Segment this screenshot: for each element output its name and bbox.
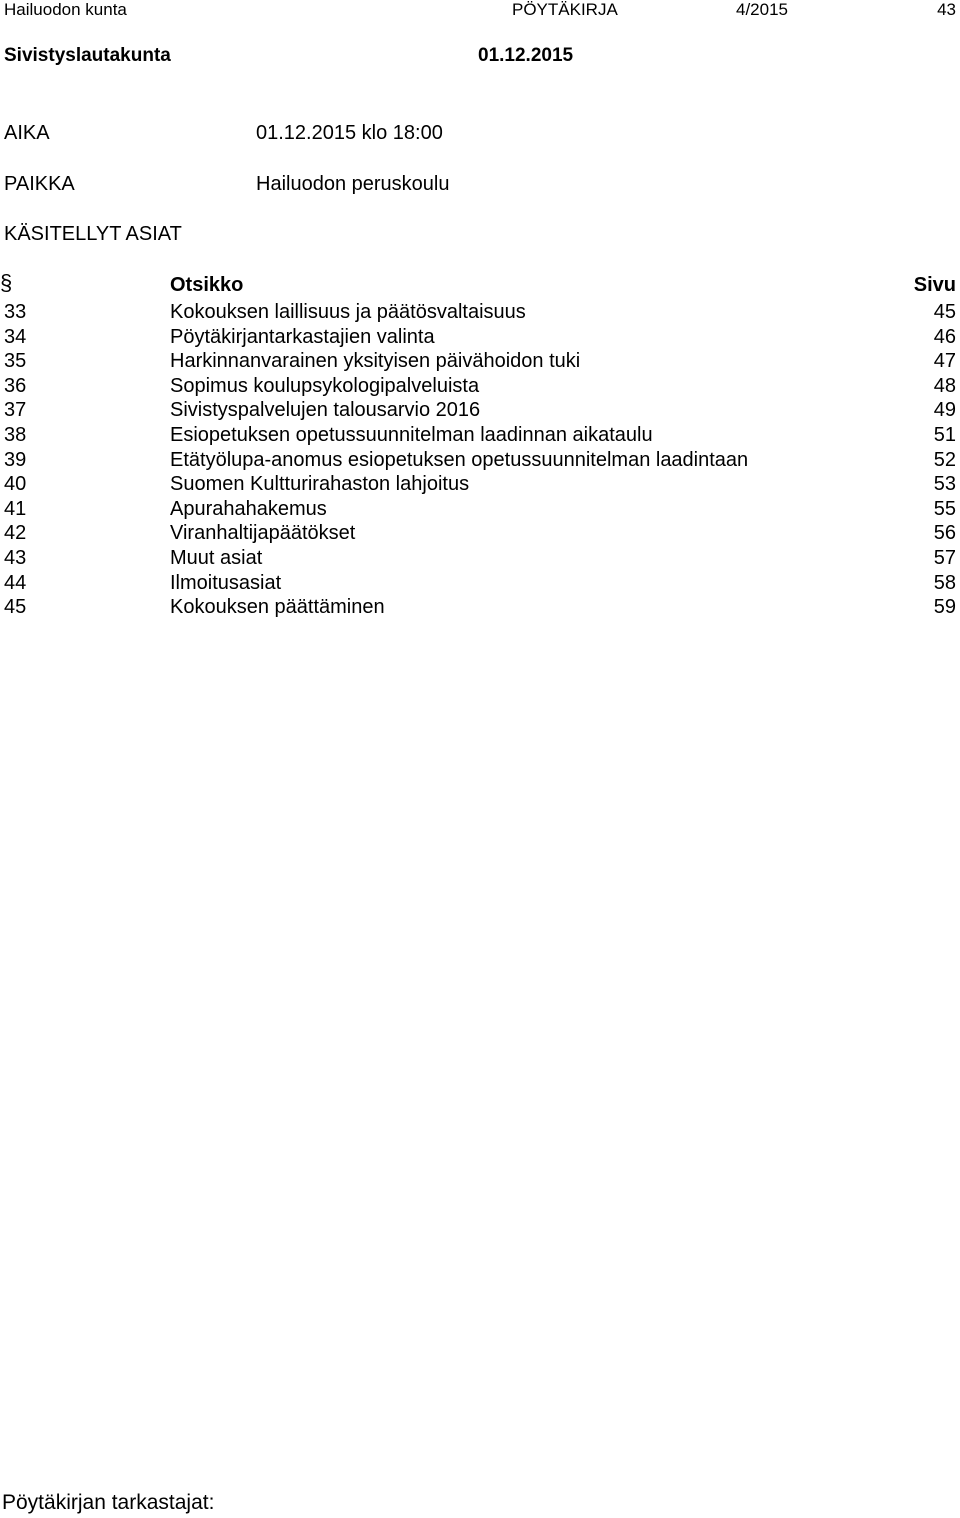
place-value: Hailuodon peruskoulu — [256, 173, 450, 195]
table-row — [0, 374, 960, 399]
item-number: 43 — [4, 546, 27, 569]
item-number: 45 — [4, 596, 27, 619]
board-name: Sivistyslautakunta — [4, 45, 171, 66]
item-page: 45 — [933, 301, 956, 323]
item-page: 59 — [933, 596, 956, 619]
document-type: PÖYTÄKIRJA — [512, 0, 618, 19]
item-number: 41 — [4, 497, 27, 520]
table-row — [0, 325, 960, 350]
item-title: Sopimus koulupsykologipalveluista — [170, 374, 480, 397]
document-number: 4/2015 — [736, 0, 788, 19]
section-sign-icon: § — [0, 270, 13, 295]
item-page: 49 — [933, 399, 956, 422]
item-page: 57 — [933, 546, 956, 569]
page-number: 43 — [937, 0, 956, 19]
item-title: Kokouksen päättäminen — [170, 596, 385, 619]
table-row — [0, 472, 960, 497]
item-page: 51 — [933, 423, 956, 446]
agenda-table — [0, 270, 960, 620]
item-page: 46 — [933, 325, 956, 348]
table-row — [0, 349, 960, 374]
item-page: 48 — [933, 374, 956, 397]
table-row — [0, 497, 960, 522]
item-number: 42 — [4, 522, 27, 545]
item-title: Kokouksen laillisuus ja päätösvaltaisuus — [170, 301, 526, 323]
item-number: 34 — [4, 325, 27, 348]
table-row — [0, 595, 960, 620]
item-title: Apurahahakemus — [170, 497, 327, 520]
item-page: 52 — [933, 448, 956, 471]
item-title: Pöytäkirjantarkastajien valinta — [170, 325, 435, 348]
agenda-section-title: KÄSITELLYT ASIAT — [4, 223, 182, 245]
table-row — [0, 521, 960, 546]
item-title: Suomen Kultturirahaston lahjoitus — [170, 473, 470, 496]
item-number: 40 — [4, 473, 27, 496]
municipality-name: Hailuodon kunta — [4, 0, 127, 19]
item-page: 47 — [933, 350, 956, 373]
table-row — [0, 546, 960, 571]
item-page: 55 — [933, 497, 956, 520]
time-value: 01.12.2015 klo 18:00 — [256, 122, 443, 144]
item-title: Muut asiat — [170, 546, 263, 569]
item-page: 58 — [933, 571, 956, 594]
column-header-title: Otsikko — [170, 274, 244, 296]
agenda-table-header — [0, 270, 960, 300]
table-row — [0, 423, 960, 448]
item-number: 44 — [4, 571, 27, 594]
item-number: 36 — [4, 374, 27, 397]
item-page: 56 — [933, 522, 956, 545]
item-title: Sivistyspalvelujen talousarvio 2016 — [170, 399, 481, 422]
meeting-date: 01.12.2015 — [478, 45, 574, 66]
item-title: Harkinnanvarainen yksityisen päivähoidon tuki — [170, 350, 581, 373]
table-row — [0, 448, 960, 473]
table-row — [0, 398, 960, 423]
table-row — [0, 300, 960, 325]
item-number: 37 — [4, 399, 27, 422]
reviewers-label: Pöytäkirjan tarkastajat: — [2, 1491, 215, 1514]
item-number: 35 — [4, 350, 27, 373]
item-number: 38 — [4, 423, 27, 446]
agenda-rows — [0, 300, 960, 620]
item-number: 33 — [4, 301, 27, 323]
item-page: 53 — [933, 473, 956, 496]
item-title: Etätyölupa-anomus esiopetuksen opetussuunnitelman laadintaan — [170, 448, 749, 471]
item-title: Viranhaltijapäätökset — [170, 522, 356, 545]
item-title: Esiopetuksen opetussuunnitelman laadinnan aikataulu — [170, 423, 653, 446]
item-title: Ilmoitusasiat — [170, 571, 282, 594]
item-number: 39 — [4, 448, 27, 471]
time-label: AIKA — [4, 122, 50, 144]
column-header-page: Sivu — [913, 274, 956, 296]
table-row — [0, 571, 960, 596]
place-label: PAIKKA — [4, 173, 75, 195]
